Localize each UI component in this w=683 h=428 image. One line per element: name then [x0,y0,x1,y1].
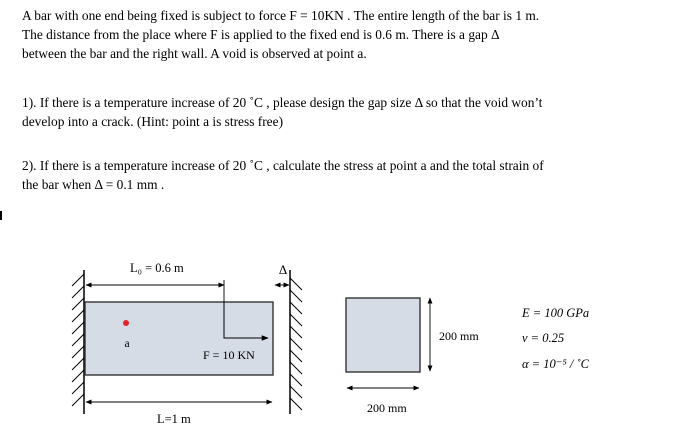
intro-line-2: The distance from the place where F is applied to the fixed end is 0.6 m. There is a gap Δ [22,27,500,42]
length-label: L=1 m [157,412,191,426]
right-wall [290,270,302,414]
intro-line-3: between the bar and the right wall. A void is observed at point a. [22,46,367,61]
thermal-coefficient-label: α = 10⁻⁵ / ˚C [522,357,589,371]
part2-line-2: the bar when Δ = 0.1 mm . [22,177,165,192]
section-width-label: 200 mm [367,401,407,415]
l0-label: L₀ = 0.6 m [130,261,184,275]
point-a-marker [123,320,129,326]
part2-line-1: 2). If there is a temperature increase of 20 ˚C , calculate the stress at point a and the total strain of [22,158,544,173]
part1-line-2: develop into a crack. (Hint: point a is stress free) [22,114,284,129]
youngs-modulus-label: E = 100 GPa [522,306,590,320]
intro-line-1: A bar with one end being fixed is subject to force F = 10KN . The entire length of the bar is 1 m. [22,8,540,23]
part1-line-1: 1). If there is a temperature increase of 20 ˚C , please design the gap size Δ so that the void won’t [22,95,543,110]
gap-label: Δ [278,262,288,277]
left-fixed-wall [72,270,84,414]
point-a-label: a [124,338,130,350]
force-label: F = 10 KN [203,348,255,362]
poisson-ratio-label: ν = 0.25 [522,331,565,345]
section-height-label: 200 mm [439,329,479,343]
cross-section [346,298,420,372]
